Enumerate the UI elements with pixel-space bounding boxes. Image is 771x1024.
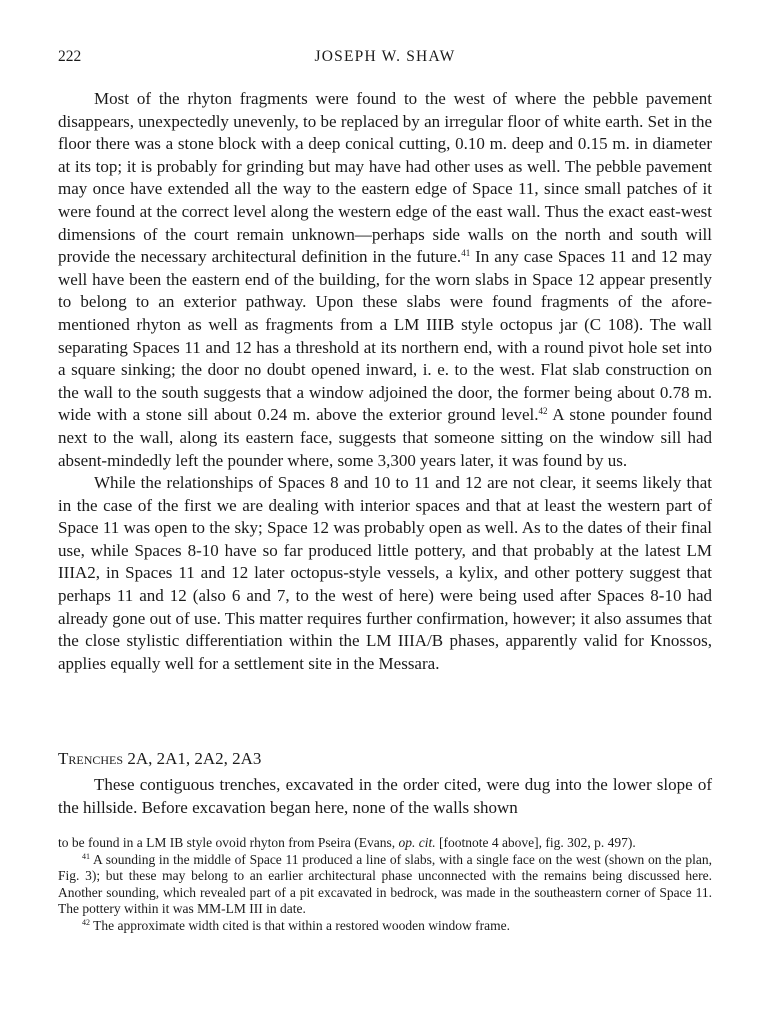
footnotes [58,835,712,935]
footnote-ref-42: 42 [538,406,548,417]
footnote-41 [58,852,712,918]
section-heading-word: Trenches [58,749,124,768]
footnote-continuation-part-b: [footnote 4 above], fig. 302, p. 497). [435,835,636,850]
footnote-42-number: 42 [82,917,90,927]
footnote-continuation-part-a: to be found in a LM IB style ovoid rhyton from Pseira (Evans, [58,835,399,850]
footnote-41-number: 41 [82,851,90,861]
footnote-42 [58,918,712,935]
page-header [58,48,712,70]
footnote-41-text: A sounding in the middle of Space 11 produced a line of slabs, with a single face on the west (shown on the plan, Fig. 3); but these may belong to an earlier architectural phase unconnected with the remains being discussed here. Another sounding, which revealed part of a pit excavated in bedrock, was made in the southeastern corner of Space 11. The pottery within it was MM-LM III in date. [58,851,712,917]
running-head: JOSEPH W. SHAW [314,48,456,65]
paragraph-2: While the relationships of Spaces 8 and 10 to 11 and 12 are not clear, it seems likely that in the case of the first we are dealing with interior spaces and that at least the western part of Space 11 was open to the sky; Space 12 was probably open as well. As to the dates of their final use, while Spaces 8-10 have so far produced little pottery, and that probably at the latest LM IIIA2, in Spaces 11 and 12 later octopus-style vessels, a kylix, and other pottery suggest that perhaps 11 and 12 (also 6 and 7, to the west of here) were being used after Spaces 8-10 had already gone out of use. This matter requires further confirmation, however; it also assumes that the close stylistic differentiation within the LM IIIA/B phases, apparently valid for Knossos, applies equally well for a settlement site in the Messara. [58,473,712,673]
page-number: 222 [58,48,82,65]
page [58,0,712,1024]
footnote-continuation-italic: op. cit. [398,835,436,850]
section-text [58,774,712,819]
paragraph-1 [58,88,712,472]
main-text [58,88,712,675]
paragraph-1-part-c: A stone pounder found next to the wall, along its eastern face, suggests that someone sitting on the window sill had absent-mindedly left the pounder where, some 3,300 years later, it was found by us. [58,405,712,470]
paragraph-1-part-b: In any case Spaces 11 and 12 may well have been the eastern end of the building, for the worn slabs in Space 12 appear presently to belong to an exterior pathway. Upon these slabs were found fragments of the afore-mentioned rhyton as well as fragments from a LM IIIB style octopus jar (C 108). The wall separating Spaces 11 and 12 has a threshold at its northern end, with a round pivot hole set into a square sinking; the door no doubt opened inward, i. e. to the west. Flat slab construction on the wall to the south suggests that a window adjoined the door, the former being about 0.78 m. wide with a stone sill about 0.24 m. above the exterior ground level. [58,247,712,425]
footnote-continuation [58,835,712,852]
section-paragraph-1: These contiguous trenches, excavated in the order cited, were dug into the lower slope of the hillside. Before excavation began here, none of the walls shown [58,775,712,817]
section-heading [58,749,261,769]
paragraph-1-part-a: Most of the rhyton fragments were found to the west of where the pebble pavement disappears, unexpectedly unevenly, to be replaced by an irregular floor of white earth. Set in the floor there was a stone block with a deep conical cutting, 0.10 m. deep and 0.15 m. in diameter at its top; it is probably for grinding but may have had other uses as well. The pebble pavement may once have extended all the way to the eastern edge of Space 11, since small patches of it were found at the correct level along the western edge of the east wall. Thus the exact east-west dimensions of the court remain unknown—perhaps side walls on the north and south will provide the necessary architectural definition in the future. [58,89,712,267]
footnote-ref-41: 41 [461,248,471,259]
section-heading-rest: 2A, 2A1, 2A2, 2A3 [123,749,262,768]
footnote-42-text: The approximate width cited is that within a restored wooden window frame. [90,917,511,933]
